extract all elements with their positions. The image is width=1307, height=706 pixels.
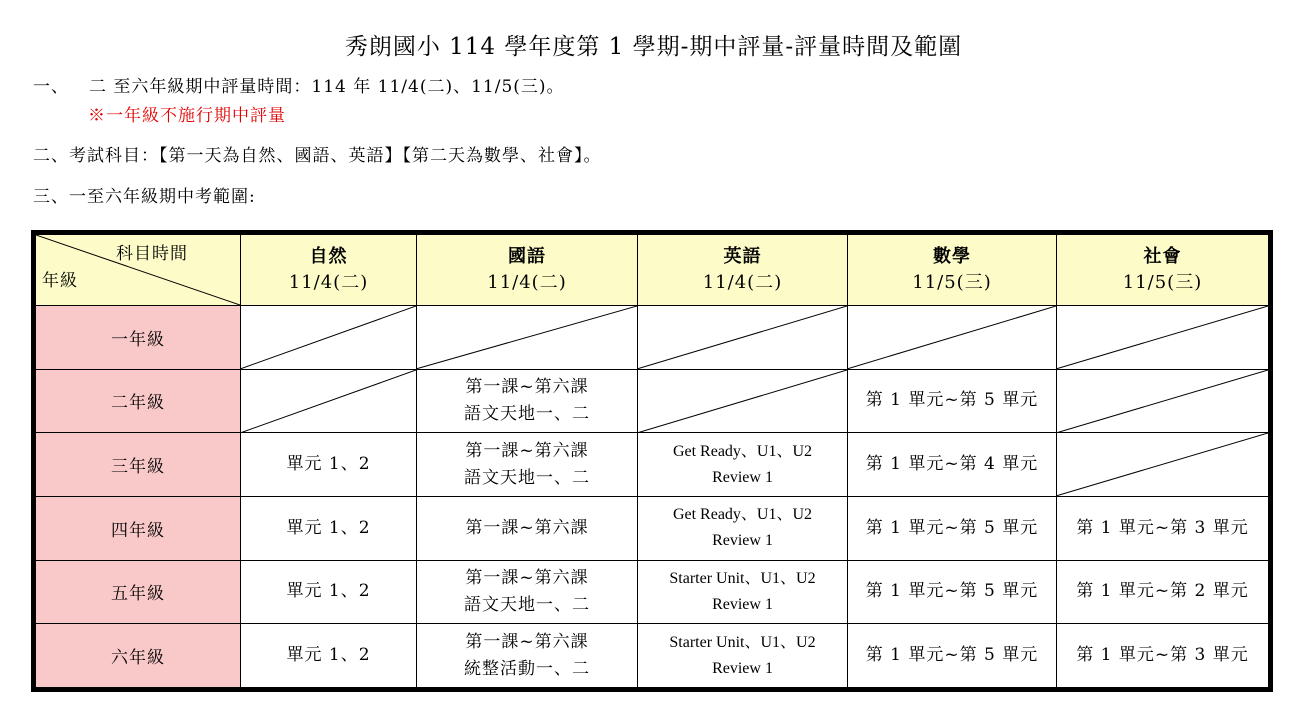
grade-cell: 二年級 [36,369,241,433]
scope-cell-science [241,433,417,497]
column-subject: 英語 [723,246,762,267]
section-3-text: 三、一至六年級期中考範圍: [33,187,256,207]
empty-cell-diagonal-line [417,306,637,369]
scope-text-line: 第 1 單元~第 3 單元 [1076,645,1249,666]
scope-cell-science [241,369,417,433]
table-row [36,496,1269,560]
scope-cell-chinese [417,369,638,433]
scope-cell-english [638,560,848,624]
scope-text-line: 統整活動一、二 [464,658,590,679]
empty-cell-diagonal-line [241,370,416,433]
scope-cell-english [638,624,848,688]
scope-cell-math [848,433,1057,497]
column-date: 11/5(三) [912,272,992,293]
empty-cell-diagonal-line [638,370,847,433]
corner-header-cell [36,235,241,306]
column-date: 11/4(二) [487,272,567,293]
corner-subject-time-label: 科目時間 [116,244,188,264]
scope-cell-social [1057,306,1269,370]
column-header-social [1057,235,1269,306]
table-row [36,433,1269,497]
table-row [36,624,1269,688]
corner-grade-label: 年級 [42,271,78,291]
scope-cell-social [1057,496,1269,560]
scope-cell-chinese [417,433,638,497]
scope-text-line: 第一課~第六課 [465,376,589,397]
scope-text-line: 單元 1、2 [286,581,371,602]
scope-text-line: 語文天地一、二 [464,403,590,424]
column-header-english [638,235,848,306]
scope-text-line: 第一課~第六課 [465,517,589,538]
empty-cell-diagonal-line [638,306,847,369]
scope-text-line: Starter Unit、U1、U2 [669,633,816,651]
scope-cell-english [638,496,848,560]
scope-text-line: Review 1 [712,468,773,486]
grade-cell: 六年級 [36,624,241,688]
scope-cell-english [638,306,848,370]
scope-cell-social [1057,433,1269,497]
scope-text-line: Review 1 [712,659,773,677]
section-1-text: 二 至六年級期中評量時間：114 年 11/4(二)、11/5(三)。 [89,77,565,97]
table-row [36,369,1269,433]
scope-text-line: 第一課~第六課 [465,567,589,588]
empty-cell-diagonal-line [1057,370,1268,433]
scope-text-line: 第一課~第六課 [465,440,589,461]
exam-scope-table [31,230,1273,692]
empty-cell-diagonal-line [241,306,416,369]
scope-text-line: Starter Unit、U1、U2 [669,569,816,587]
scope-text-line: 語文天地一、二 [464,594,590,615]
scope-cell-science [241,496,417,560]
section-1-number: 一、 [33,77,69,97]
column-date: 11/5(三) [1122,272,1203,293]
scope-text-line: Get Ready、U1、U2 [672,506,813,524]
section-1-line [33,72,565,97]
scope-cell-chinese [417,306,638,370]
scope-text-line: 語文天地一、二 [464,467,590,488]
column-header-chinese [417,235,638,306]
grade-cell: 三年級 [36,433,241,497]
scope-cell-math [848,624,1057,688]
scope-cell-english [638,433,848,497]
column-date: 11/4(二) [702,272,783,293]
scope-text-line: 第 1 單元~第 5 單元 [865,645,1039,666]
scope-cell-english [638,369,848,433]
scope-cell-science [241,560,417,624]
scope-text-line: 單元 1、2 [286,517,371,538]
scope-text-line: 第 1 單元~第 5 單元 [865,581,1039,602]
scope-cell-math [848,306,1057,370]
scope-text-line: 第 1 單元~第 3 單元 [1076,517,1249,538]
scope-text-line: 第 1 單元~第 5 單元 [865,390,1039,411]
table-row [36,306,1269,370]
scope-cell-science [241,624,417,688]
scope-cell-chinese [417,560,638,624]
scope-text-line: 第 1 單元~第 5 單元 [865,517,1039,538]
empty-cell-diagonal-line [848,306,1056,369]
empty-cell-diagonal-line [1057,433,1268,496]
scope-cell-math [848,369,1057,433]
section-2-text: 二、考試科目：【第一天為自然、國語、英語】【第二天為數學、社會】。 [33,146,602,166]
page-title: 秀朗國小 114 學年度第 1 學期-期中評量-評量時間及範圍 [344,34,963,60]
column-date: 11/4(二) [288,272,369,293]
scope-cell-social [1057,369,1269,433]
column-subject: 自然 [309,246,348,267]
grade-cell: 一年級 [36,306,241,370]
scope-cell-science [241,306,417,370]
scope-text-line: Review 1 [712,595,773,613]
scope-cell-math [848,496,1057,560]
scope-cell-social [1057,560,1269,624]
column-subject: 數學 [933,246,971,267]
column-header-science [241,235,417,306]
grade-cell: 四年級 [36,496,241,560]
section-1-note: ※一年級不施行期中評量 [88,106,286,126]
scope-cell-math [848,560,1057,624]
scope-text-line: 第 1 單元~第 2 單元 [1076,581,1249,602]
scope-cell-chinese [417,624,638,688]
column-subject: 社會 [1143,246,1182,267]
empty-cell-diagonal-line [1057,306,1268,369]
column-subject: 國語 [508,246,546,267]
scope-cell-social [1057,624,1269,688]
scope-text-line: 第一課~第六課 [465,631,589,652]
table-row [36,560,1269,624]
table-header-row [36,235,1269,306]
grade-cell: 五年級 [36,560,241,624]
scope-text-line: 單元 1、2 [286,645,371,666]
scope-cell-chinese [417,496,638,560]
scope-text-line: Review 1 [712,532,773,550]
column-header-math [848,235,1057,306]
scope-text-line: 單元 1、2 [286,454,371,475]
scope-text-line: 第 1 單元~第 4 單元 [865,454,1039,475]
scope-text-line: Get Ready、U1、U2 [672,442,813,460]
